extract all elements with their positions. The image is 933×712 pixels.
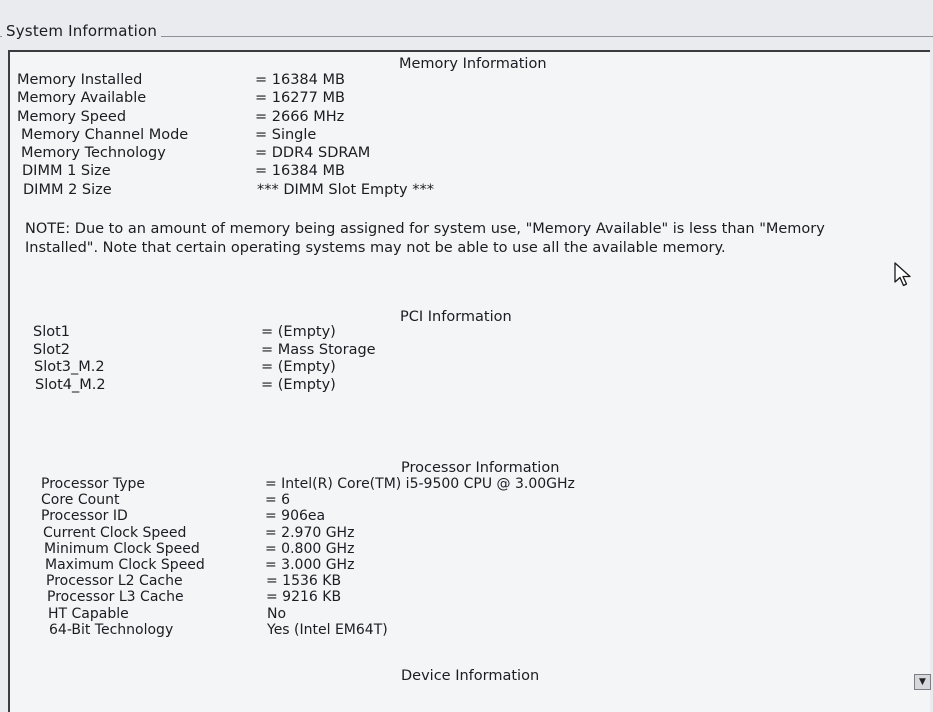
processor-row — [41, 524, 661, 540]
row-label: Memory Channel Mode — [21, 126, 189, 143]
row-label: Memory Installed — [17, 72, 143, 88]
memory-row — [17, 162, 617, 180]
memory-row — [17, 144, 617, 162]
row-value: = Single — [255, 126, 317, 143]
pci-row — [33, 341, 633, 359]
row-value: *** DIMM Slot Empty *** — [257, 181, 434, 198]
memory-section-title: Memory Information — [399, 56, 547, 72]
row-value: = 6 — [265, 492, 291, 509]
processor-row — [41, 588, 661, 604]
scroll-down-button[interactable] — [914, 674, 931, 690]
row-value: = 16384 MB — [255, 163, 345, 180]
row-value: = (Empty) — [261, 324, 336, 340]
row-value: = 16384 MB — [255, 72, 345, 88]
memory-row — [17, 181, 617, 199]
mouse-pointer-icon — [893, 262, 913, 292]
row-value: = 1536 KB — [266, 573, 342, 590]
pci-section-title: PCI Information — [400, 309, 512, 325]
row-label: Memory Technology — [21, 145, 166, 162]
row-label: Processor L3 Cache — [47, 589, 184, 606]
row-label: Memory Available — [17, 90, 147, 107]
row-label: Memory Speed — [17, 108, 127, 125]
processor-row — [41, 605, 661, 621]
row-label: Current Clock Speed — [43, 524, 187, 541]
row-value: = 16277 MB — [255, 90, 345, 107]
row-label: Processor Type — [41, 476, 146, 492]
processor-row — [41, 556, 661, 572]
row-value: = (Empty) — [261, 376, 336, 393]
row-label: DIMM 2 Size — [23, 181, 112, 198]
row-value: = Mass Storage — [261, 341, 376, 358]
row-label: Maximum Clock Speed — [45, 556, 205, 573]
row-label: HT Capable — [48, 605, 129, 622]
processor-row — [41, 621, 661, 637]
memory-row — [17, 108, 617, 126]
memory-info-list — [17, 71, 617, 199]
row-value: Yes (Intel EM64T) — [267, 621, 388, 638]
memory-row — [17, 71, 617, 89]
processor-row — [41, 475, 661, 491]
pci-row — [33, 323, 633, 341]
row-value: = 0.800 GHz — [265, 540, 355, 557]
processor-section-title: Processor Information — [401, 460, 560, 476]
pci-info-list — [33, 323, 633, 393]
row-label: Slot4_M.2 — [35, 376, 106, 393]
row-label: DIMM 1 Size — [22, 163, 111, 180]
group-title: System Information — [2, 22, 161, 40]
row-label: Processor ID — [41, 508, 128, 525]
memory-note: NOTE: Due to an amount of memory being assigned for system use, "Memory Available" is less than "Memory Installed". Note that certain operating systems may not be able to use all the available memory. — [25, 221, 825, 256]
pci-row — [33, 376, 633, 394]
row-label: Slot3_M.2 — [34, 359, 105, 375]
row-value: = Intel(R) Core(TM) i5-9500 CPU @ 3.00GHz — [265, 476, 575, 492]
row-label: Processor L2 Cache — [46, 573, 183, 590]
row-label: Core Count — [41, 492, 120, 509]
processor-row — [41, 507, 661, 523]
processor-row — [41, 491, 661, 507]
row-value: = 906ea — [265, 508, 326, 525]
row-label: Slot2 — [33, 341, 71, 358]
row-value: = 2.970 GHz — [265, 524, 355, 541]
memory-row — [17, 126, 617, 144]
row-value: No — [267, 605, 287, 622]
processor-row — [41, 540, 661, 556]
processor-info-list — [41, 475, 661, 637]
scroll-down-arrow-icon: ▼ — [919, 677, 926, 687]
row-value: = 9216 KB — [266, 589, 342, 606]
row-label: Slot1 — [33, 324, 71, 340]
pci-row — [33, 358, 633, 376]
processor-row — [41, 572, 661, 588]
row-label: 64-Bit Technology — [49, 621, 174, 638]
memory-row — [17, 89, 617, 107]
row-label: Minimum Clock Speed — [44, 540, 200, 557]
row-value: = 3.000 GHz — [265, 556, 355, 573]
row-value: = (Empty) — [261, 359, 336, 375]
row-value: = DDR4 SDRAM — [255, 145, 371, 162]
device-section-title: Device Information — [401, 668, 540, 684]
row-value: = 2666 MHz — [255, 108, 345, 125]
